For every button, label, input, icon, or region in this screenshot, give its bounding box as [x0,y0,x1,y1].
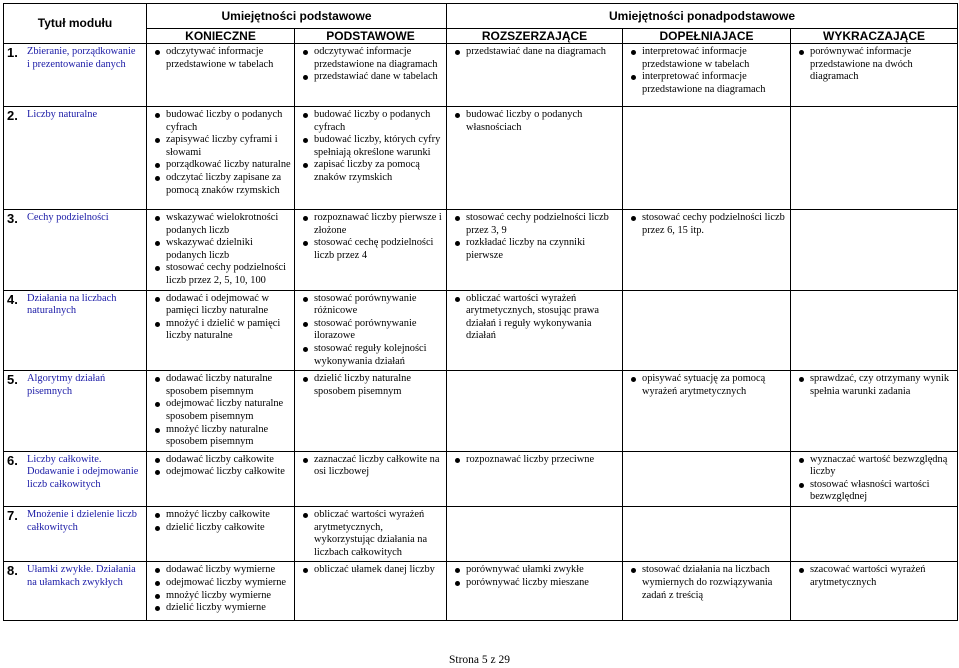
skill-item: odejmować liczby całkowite [166,466,291,479]
skills-list [626,373,787,398]
skills-list [450,109,619,134]
skill-item: mnożyć liczby naturalne sposobem pisemnym [166,424,291,449]
table-body [4,44,958,621]
module-title: Liczby naturalne [27,109,98,120]
skills-cell [295,210,447,291]
skills-cell [295,451,447,506]
skills-cell [791,371,958,452]
skills-list [150,293,291,343]
skills-cell [147,290,295,371]
skill-item: zapisać liczby za pomocą znaków rzymskich [314,159,443,184]
module-title: Liczby całkowite. Dodawanie i odejmowanie liczb całkowitych [27,453,139,490]
skill-item: wskazywać dzielniki podanych liczb [166,237,291,262]
requirements-table [3,3,958,621]
skill-item: interpretować informacje przedstawione na diagramach [642,71,787,96]
skill-item: stosować działania na liczbach wymiernych do rozwiązywania zadań z treścią [642,564,787,602]
skills-cell [447,371,623,452]
module-title-cell [4,451,147,506]
level-header: DOPEŁNIAJACE [623,29,791,44]
skills-list [794,373,954,398]
skill-item: obliczać wartości wyrażeń arytmetycznych, wykorzystując działania na liczbach całkowitych [314,509,443,559]
skill-item: odejmować liczby wymierne [166,577,291,590]
skills-cell [623,107,791,210]
skills-list [794,564,954,589]
skills-list [298,212,443,262]
skills-list [450,564,619,589]
skills-list [150,46,291,71]
skills-cell [447,210,623,291]
skills-list [298,509,443,559]
skill-item: wyznaczać wartość bezwzględną liczby [810,454,954,479]
skill-item: porównywać informacje przedstawione na dwóch diagramach [810,46,954,84]
skills-cell [147,210,295,291]
skill-item: stosować cechy podzielności liczb przez 2, 5, 10, 100 [166,262,291,287]
skills-list [298,109,443,185]
skill-item: sprawdzać, czy otrzymany wynik spełnia warunki zadania [810,373,954,398]
skill-item: rozpoznawać liczby pierwsze i złożone [314,212,442,236]
skills-list [450,293,619,343]
skills-list [150,212,291,288]
skill-item: dzielić liczby wymierne [166,602,291,615]
skill-item: porządkować liczby naturalne [166,159,291,171]
skills-cell [623,562,791,621]
skill-item: odejmować liczby naturalne sposobem pisemnym [166,398,291,423]
skills-cell [623,507,791,562]
skills-cell [447,44,623,107]
skills-cell [295,290,447,371]
skills-cell [447,507,623,562]
table-row [4,290,958,371]
skill-item: porównywać ułamki zwykłe [466,564,619,577]
skills-list [450,212,619,262]
module-title: Algorytmy działań pisemnych [27,373,106,397]
skill-item: stosować cechę podzielności liczb przez 4 [314,237,443,262]
module-title: Mnożenie i dzielenie liczb całkowitych [27,509,137,533]
skill-item: zaznaczać liczby całkowite na osi liczbowej [314,454,443,479]
module-title: Cechy podzielności [27,212,109,223]
skill-item: wskazywać wielokrotności podanych liczb [166,212,291,237]
table-row [4,562,958,621]
skill-item: rozkładać liczby na czynniki pierwsze [466,237,619,262]
skill-item: stosować porównywanie różnicowe [314,293,443,318]
skills-cell [791,44,958,107]
skills-list [150,509,291,534]
skill-item: rozpoznawać liczby przeciwne [466,454,619,467]
skills-cell [147,507,295,562]
skills-cell [447,562,623,621]
skills-list [450,454,619,467]
skills-cell [295,562,447,621]
skill-item: stosować cechy podzielności liczb przez 3, 9 [466,212,619,237]
table-row [4,371,958,452]
skills-cell [623,371,791,452]
skills-list [794,46,954,84]
module-title-cell [4,507,147,562]
skills-list [626,564,787,602]
skill-item: budować liczby o podanych własnościach [466,109,619,134]
module-title-cell [4,107,147,210]
skill-item: przedstawiać dane w tabelach [314,71,443,84]
skill-item: szacować wartości wyrażeń arytmetycznych [810,564,954,589]
skill-item: dzielić liczby całkowite [166,522,291,535]
skill-item: dodawać liczby całkowite [166,454,291,467]
table-row [4,507,958,562]
skills-list [298,454,443,479]
skills-list [298,564,443,577]
skills-list [626,46,787,96]
basic-skills-header: Umiejętności podstawowe [147,4,447,29]
skills-list [298,46,443,84]
skills-cell [295,44,447,107]
skill-item: dodawać liczby wymierne [166,564,291,577]
skill-item: budować liczby o podanych cyfrach [314,109,443,134]
skill-item: mnożyć i dzielić w pamięci liczby naturalne [166,318,291,343]
module-number: 8. [7,563,18,579]
skill-item: mnożyć liczby wymierne [166,590,291,603]
skill-item: mnożyć liczby całkowite [166,509,291,522]
skills-list [150,373,291,449]
skill-item: opisywać sytuację za pomocą wyrażeń arytmetycznych [642,373,787,398]
skill-item: stosować cechy podzielności liczb przez 6, 15 itp. [642,212,787,237]
skills-cell [147,562,295,621]
module-title: Ułamki zwykłe. Działania na ułamkach zwykłych [27,564,136,589]
module-number: 5. [7,372,18,388]
skills-list [450,46,619,59]
title-column-header: Tytuł modułu [4,4,147,44]
skills-cell [147,451,295,506]
skill-item: przedstawiać dane na diagramach [466,46,619,59]
skills-list [298,373,443,398]
skill-item: dodawać liczby naturalne sposobem pisemnym [166,373,291,398]
skill-item: obliczać wartości wyrażeń arytmetycznych, stosując prawa działań i reguły wykonywania działań [466,293,619,343]
skill-item: zapisywać liczby cyframi i słowami [166,134,291,159]
level-header: WYKRACZAJĄCE [791,29,958,44]
skill-item: interpretować informacje przedstawione w tabelach [642,46,787,71]
skill-item: odczytywać informacje przedstawione w tabelach [166,46,291,71]
module-number: 3. [7,211,18,226]
module-title-cell [4,44,147,107]
level-header: KONIECZNE [147,29,295,44]
skills-cell [147,44,295,107]
skills-cell [447,290,623,371]
table-row [4,44,958,107]
skills-cell [623,290,791,371]
skills-cell [623,210,791,291]
skill-item: porównywać liczby mieszane [466,577,619,590]
skills-list [150,454,291,479]
page-footer: Strona 5 z 29 [448,654,510,666]
skills-cell [295,507,447,562]
skills-cell [791,507,958,562]
skills-cell [147,107,295,210]
module-title-cell [4,562,147,621]
module-title-cell [4,210,147,291]
skill-item: budować liczby o podanych cyfrach [166,109,291,134]
advanced-skills-header: Umiejętności ponadpodstawowe [447,4,958,29]
level-header: PODSTAWOWE [295,29,447,44]
module-number: 7. [7,508,18,524]
module-title-cell [4,371,147,452]
skills-cell [147,371,295,452]
skills-cell [791,451,958,506]
skills-cell [447,451,623,506]
skill-item: stosować własności wartości bezwzględnej [810,479,954,504]
skills-cell [791,107,958,210]
module-title: Działania na liczbach naturalnych [27,292,117,317]
module-number: 1. [7,45,18,60]
module-number: 6. [7,452,18,468]
skill-item: stosować reguły kolejności wykonywania działań [314,343,443,368]
module-title: Zbieranie, porządkowanie i prezentowanie danych [27,46,136,70]
skills-list [150,564,291,614]
skills-cell [791,210,958,291]
skill-item: budować liczby, których cyfry spełniają określone warunki [314,134,443,159]
skills-cell [791,562,958,621]
skill-item: dzielić liczby naturalne sposobem pisemnym [314,373,443,398]
table-row [4,107,958,210]
table-row [4,451,958,506]
module-title-cell [4,290,147,371]
skills-list [794,454,954,504]
module-number: 2. [7,108,18,123]
skills-cell [623,44,791,107]
skill-item: dodawać i odejmować w pamięci liczby naturalne [166,293,291,318]
skills-cell [295,107,447,210]
skills-cell [447,107,623,210]
skill-item: obliczać ułamek danej liczby [314,564,443,577]
skills-list [150,109,291,197]
skills-cell [623,451,791,506]
skills-cell [295,371,447,452]
skills-list [298,293,443,369]
skill-item: odczytywać informacje przedstawione na diagramach [314,46,443,71]
skills-cell [791,290,958,371]
skill-item: stosować porównywanie ilorazowe [314,318,443,343]
skills-list [626,212,787,237]
skill-item: odczytać liczby zapisane za pomocą znaków rzymskich [166,172,291,197]
module-number: 4. [7,291,18,307]
level-header: ROZSZERZAJĄCE [447,29,623,44]
table-row [4,210,958,291]
